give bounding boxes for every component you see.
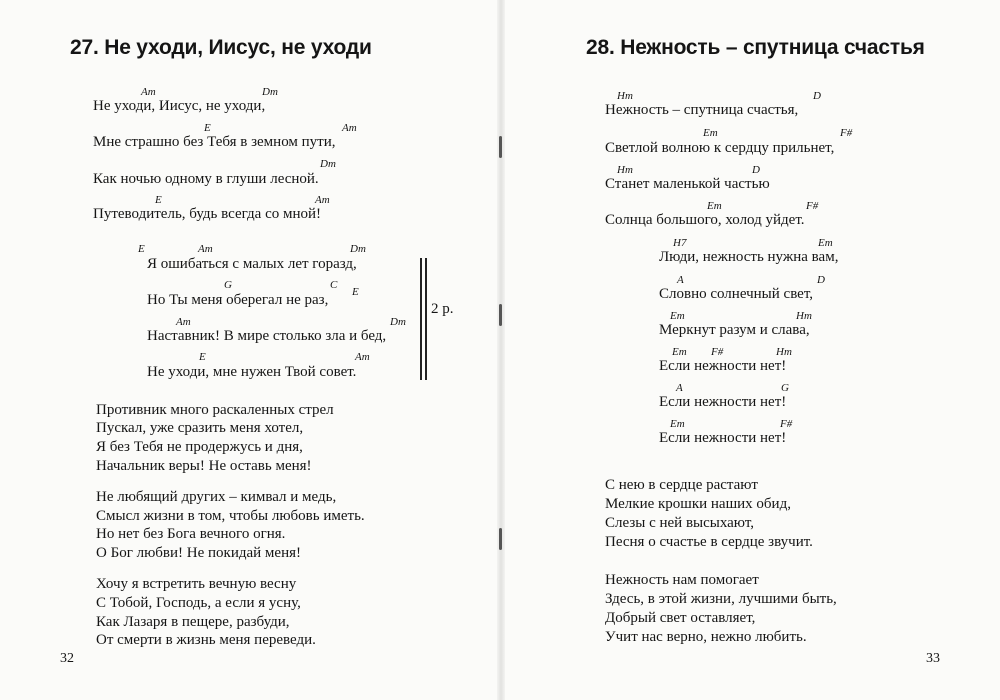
lyric-line: Смысл жизни в том, чтобы любовь иметь. xyxy=(96,508,365,524)
lyric-line: Если нежности нет! xyxy=(659,394,787,410)
chord: Em xyxy=(672,346,687,358)
lyric-line: Пускал, уже сразить меня хотел, xyxy=(96,420,304,436)
chord: Am xyxy=(342,122,357,134)
chord: Hm xyxy=(617,90,633,102)
lyric-line: Но Ты меня оберегал не раз, xyxy=(147,292,329,308)
chord: F# xyxy=(780,418,793,430)
chord: A xyxy=(677,274,684,286)
chord: A xyxy=(676,382,683,394)
chord: F# xyxy=(806,200,819,212)
lyric-line: Нежность нам помогает xyxy=(605,572,759,588)
chord: Am xyxy=(176,316,191,328)
chord: E xyxy=(138,243,145,255)
lyric-line: Здесь, в этой жизни, лучшими быть, xyxy=(605,591,837,607)
lyric-line: Мне страшно без Тебя в земном пути, xyxy=(93,134,336,150)
page-number: 33 xyxy=(926,651,940,666)
song-27-title: 27. Не уходи, Иисус, не уходи xyxy=(70,36,372,59)
lyric-line: Я ошибаться с малых лет горазд, xyxy=(147,256,357,272)
chord: F# xyxy=(840,127,853,139)
lyric-line: Не уходи, Иисус, не уходи, xyxy=(93,98,266,114)
chord: D xyxy=(813,90,821,102)
binding-staple-top xyxy=(499,136,502,158)
lyric-line: Если нежности нет! xyxy=(659,430,787,446)
lyric-line: Добрый свет оставляет, xyxy=(605,610,756,626)
lyric-line: Мелкие крошки наших обид, xyxy=(605,496,791,512)
repeat-bar xyxy=(425,258,427,380)
lyric-line: Если нежности нет! xyxy=(659,358,787,374)
binding-staple-middle xyxy=(499,304,502,326)
chord: G xyxy=(781,382,789,394)
lyric-line: Нежность – спутница счастья, xyxy=(605,102,799,118)
chord: E xyxy=(199,351,206,363)
lyric-line: Как Лазаря в пещере, разбуди, xyxy=(96,614,290,630)
chord: Am xyxy=(355,351,370,363)
lyric-line: Люди, нежность нужна вам, xyxy=(659,249,839,265)
chord: D xyxy=(752,164,760,176)
chord: Dm xyxy=(390,316,406,328)
lyric-line: Начальник веры! Не оставь меня! xyxy=(96,458,312,474)
lyric-line: Наставник! В мире столько зла и бед, xyxy=(147,328,387,344)
chord: Em xyxy=(707,200,722,212)
chord: Hm xyxy=(796,310,812,322)
lyric-line: Песня о счастье в сердце звучит. xyxy=(605,534,813,550)
chord: Am xyxy=(141,86,156,98)
lyric-line: Не уходи, мне нужен Твой совет. xyxy=(147,364,357,380)
lyric-line: О Бог любви! Не покидай меня! xyxy=(96,545,301,561)
chord: D xyxy=(817,274,825,286)
lyric-line: С Тобой, Господь, а если я усну, xyxy=(96,595,301,611)
chord: F# xyxy=(711,346,724,358)
chord: Dm xyxy=(320,158,336,170)
lyric-line: Слезы с ней высыхают, xyxy=(605,515,754,531)
song-28-title: 28. Нежность – спутница счастья xyxy=(586,36,925,59)
lyric-line: Хочу я встретить вечную весну xyxy=(96,576,297,592)
chord: E xyxy=(204,122,211,134)
lyric-line: С нею в сердце растают xyxy=(605,477,758,493)
lyric-line: Меркнут разум и слава, xyxy=(659,322,810,338)
lyric-line: Словно солнечный свет, xyxy=(659,286,814,302)
chord: Am xyxy=(198,243,213,255)
repeat-bar xyxy=(420,258,422,380)
chord: Dm xyxy=(350,243,366,255)
lyric-line: Солнца большого, холод уйдет. xyxy=(605,212,805,228)
chord: H7 xyxy=(673,237,687,249)
chord: Em xyxy=(818,237,833,249)
chord: Em xyxy=(670,418,685,430)
chord: Hm xyxy=(776,346,792,358)
lyric-line: Я без Тебя не продержусь и дня, xyxy=(96,439,303,455)
chord: Em xyxy=(670,310,685,322)
chord: Hm xyxy=(617,164,633,176)
lyric-line: Но нет без Бога вечного огня. xyxy=(96,526,286,542)
chord: Dm xyxy=(262,86,278,98)
chord: Am xyxy=(315,194,330,206)
lyric-line: Станет маленькой частью xyxy=(605,176,770,192)
lyric-line: Как ночью одному в глуши лесной. xyxy=(93,171,319,187)
lyric-line: От смерти в жизнь меня переведи. xyxy=(96,632,316,648)
lyric-line: Противник много раскаленных стрел xyxy=(96,402,334,418)
lyric-line: Светлой волною к сердцу прильнет, xyxy=(605,140,835,156)
chord: E xyxy=(352,286,359,298)
lyric-line: Путеводитель, будь всегда со мной! xyxy=(93,206,322,222)
binding-staple-bottom xyxy=(499,528,502,550)
lyric-line: Учит нас верно, нежно любить. xyxy=(605,629,807,645)
chord: E xyxy=(155,194,162,206)
repeat-marker: 2 р. xyxy=(431,301,454,317)
lyric-line: Не любящий других – кимвал и медь, xyxy=(96,489,337,505)
book-gutter xyxy=(497,0,505,700)
chord: C xyxy=(330,279,338,291)
chord: G xyxy=(224,279,232,291)
chord: Em xyxy=(703,127,718,139)
page-number: 32 xyxy=(60,651,74,666)
